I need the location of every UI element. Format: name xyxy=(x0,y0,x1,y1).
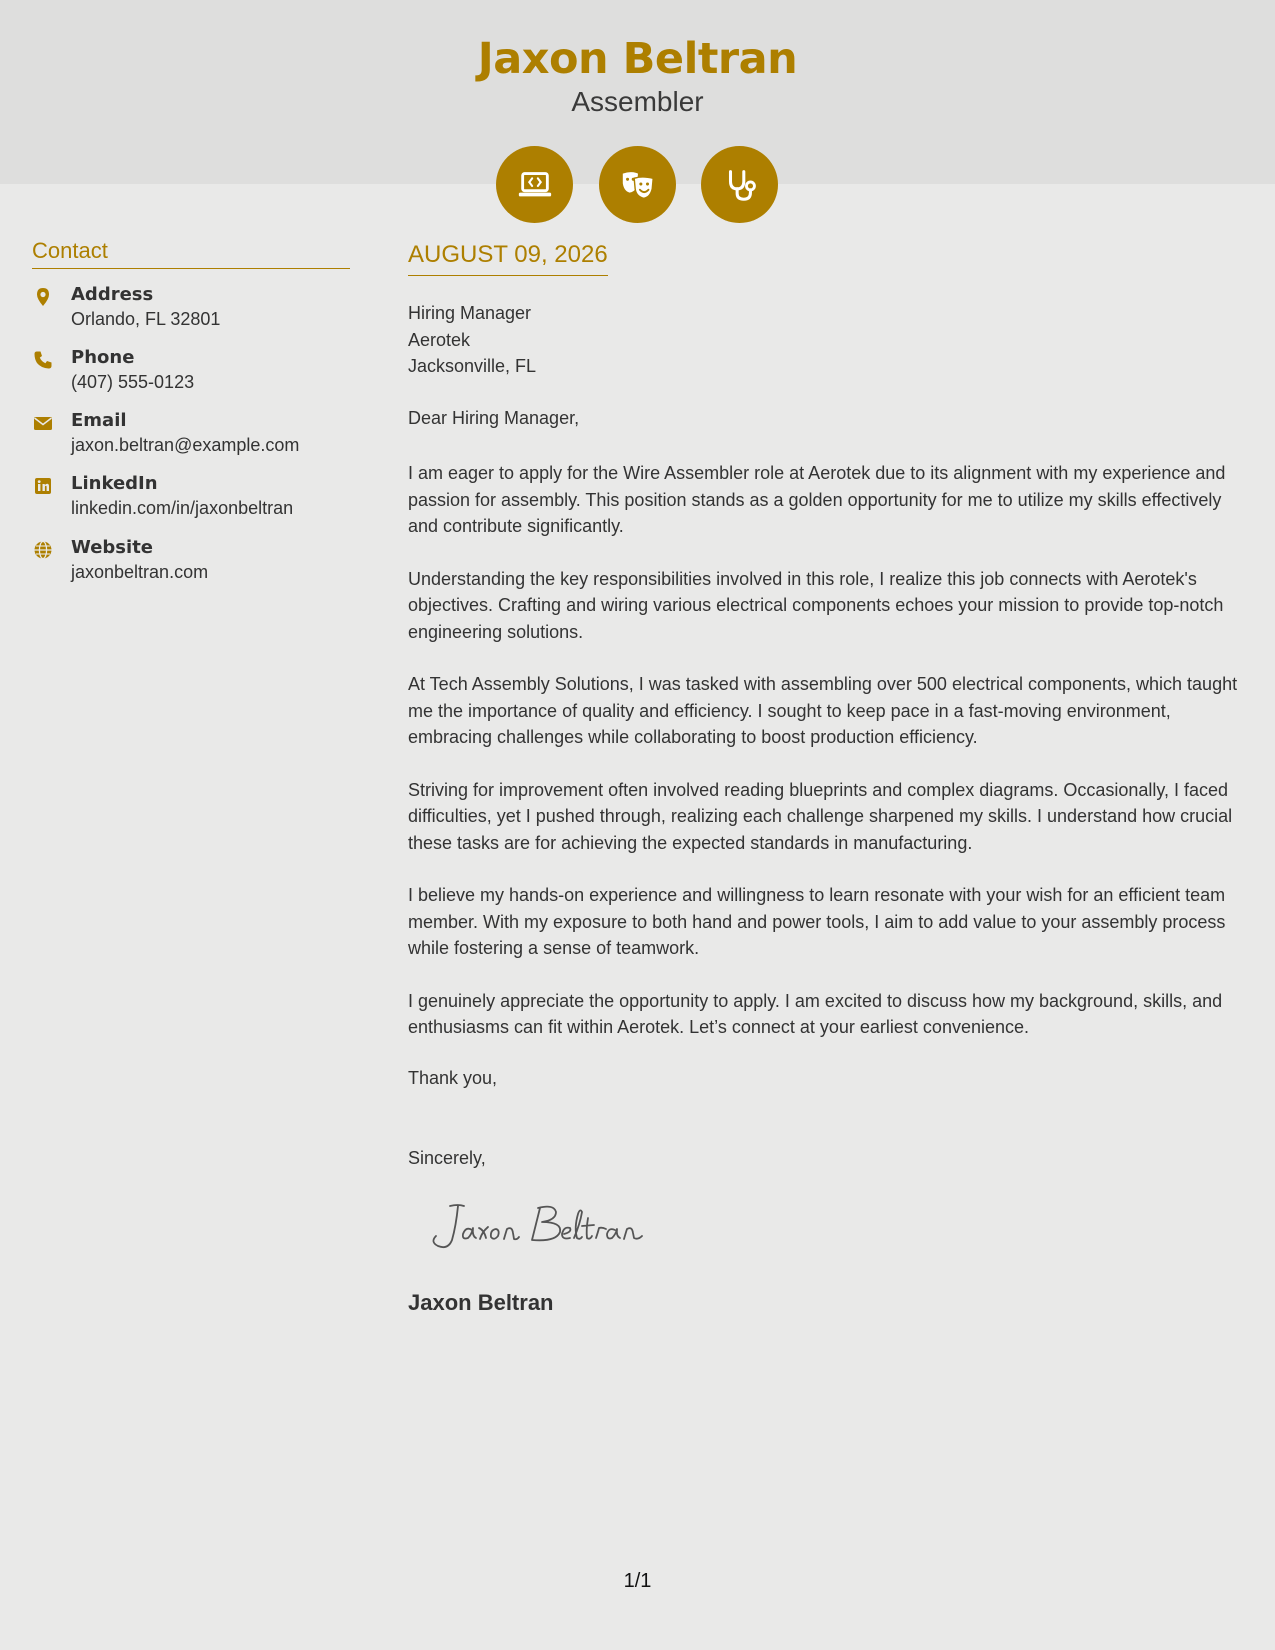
letter-body xyxy=(408,460,1240,1067)
body-paragraph: I am eager to apply for the Wire Assembler role at Aerotek due to its alignment with my experience and passion for assembly. This position stands as a golden opportunity for me to utilize my skills effectively and contribute significantly. xyxy=(408,463,1226,536)
globe-icon xyxy=(32,539,54,561)
body-paragraph: Understanding the key responsibilities involved in this role, I realize this job connects with Aerotek's objectives. Crafting and wiring various electrical components echoes your mission to provide top-notch engineering solutions. xyxy=(408,568,1224,642)
recipient-line: Jacksonville, FL xyxy=(408,356,537,376)
candidate-role: Assembler xyxy=(571,86,704,117)
signer-name: Jaxon Beltran xyxy=(408,1290,554,1315)
contact-heading: Contact xyxy=(32,238,350,269)
phone-icon xyxy=(32,349,54,371)
masks-theater-icon xyxy=(599,146,676,223)
body-paragraph: I genuinely appreciate the opportunity to apply. I am excited to discuss how my background, skills, and enthusiasms can fit within Aerotek. Let’s connect at your earliest convenience. xyxy=(408,990,1223,1037)
thanks-line: Thank you, xyxy=(408,1068,498,1088)
recipient-line: Aerotek xyxy=(408,329,471,350)
envelope-icon xyxy=(32,412,54,434)
salutation: Dear Hiring Manager, xyxy=(408,408,580,428)
linkedin-icon xyxy=(32,475,54,497)
body-paragraph: At Tech Assembly Solutions, I was tasked with assembling over 500 electrical components, which taught me the importance of quality and efficiency. I sought to keep pace in a fast-moving environment, embracing challenges while collaborating to boost production efficiency. xyxy=(408,674,1238,747)
stethoscope-icon xyxy=(701,146,778,223)
candidate-name: Jaxon Beltran xyxy=(477,34,798,84)
contact-value: (407) 555-0123 xyxy=(71,372,195,392)
body-paragraph: Striving for improvement often involved reading blueprints and complex diagrams. Occasionally, I faced difficulties, yet I pushed through, realizing each challenge sharpened my skills. I understand how crucial these tasks are for achieving the expected standards in manufacturing. xyxy=(408,779,1233,853)
closing-line: Sincerely, xyxy=(408,1148,486,1168)
contact-label: Address xyxy=(71,284,154,305)
contact-value: linkedin.com/in/jaxonbeltran xyxy=(71,498,294,518)
body-paragraph: I believe my hands-on experience and willingness to learn resonate with your wish for an efficient team member. With my exposure to both hand and power tools, I aim to add value to your assembly process while fostering a sense of teamwork. xyxy=(408,885,1226,958)
laptop-code-icon xyxy=(496,146,573,223)
contact-label: Website xyxy=(71,537,154,558)
handwritten-signature xyxy=(422,1196,662,1261)
contact-value: jaxonbeltran.com xyxy=(71,562,209,582)
contact-value: Orlando, FL 32801 xyxy=(71,309,221,329)
contact-label: Phone xyxy=(71,347,135,368)
recipient-block xyxy=(408,300,536,380)
contact-value: jaxon.beltran@example.com xyxy=(71,435,300,455)
recipient-line: Hiring Manager xyxy=(408,303,532,323)
contact-label: LinkedIn xyxy=(71,473,158,494)
page-number: 1/1 xyxy=(623,1570,652,1592)
letter-date: AUGUST 09, 2026 xyxy=(408,241,608,276)
contact-label: Email xyxy=(71,410,127,431)
location-pin-icon xyxy=(32,286,54,308)
